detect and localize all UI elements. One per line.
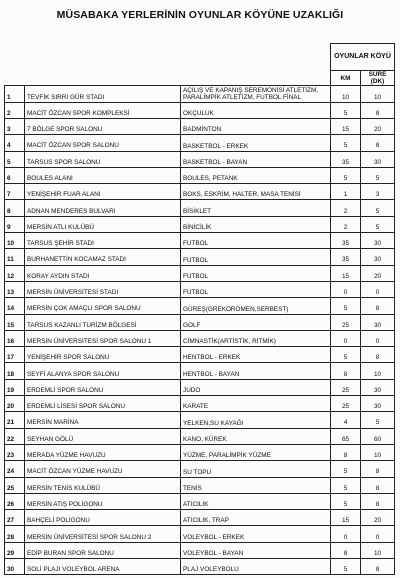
venue-cell: SOLİ PLAJI VOLEYBOL ARENA: [25, 559, 181, 575]
km-cell: 1: [331, 184, 361, 200]
km-cell: 5: [331, 298, 361, 314]
events-cell: YELKEN,SU KAYAĞI: [181, 412, 331, 428]
km-cell: 2: [331, 200, 361, 216]
sure-cell: 8: [361, 347, 395, 363]
row-number: 1: [5, 86, 25, 102]
table-row: [5, 444, 395, 460]
km-cell: 5: [331, 167, 361, 183]
row-number: 11: [5, 249, 25, 265]
km-cell: 35: [331, 249, 361, 265]
km-cell: 5: [331, 102, 361, 118]
venue-cell: BURHANETTİN KOCAMAZ STADI: [25, 249, 181, 265]
venue-cell: TARSUS ŞEHİR STADI: [25, 233, 181, 249]
row-number: 14: [5, 298, 25, 314]
events-cell: BOKS, ESKRİM, HALTER, MASA TENİSİ: [181, 184, 331, 200]
venue-cell: MERSİN TENİS KULÜBÜ: [25, 477, 181, 493]
events-cell: SU TOPU: [181, 461, 331, 477]
venue-cell: TARSUS SPOR SALONU: [25, 151, 181, 167]
table-row: [5, 412, 395, 428]
sure-cell: 8: [361, 102, 395, 118]
table-row: [5, 233, 395, 249]
table-body: [5, 86, 395, 575]
venue-cell: MACİT ÖZCAN SPOR KOMPLEKSİ: [25, 102, 181, 118]
sure-cell: 8: [361, 477, 395, 493]
table-row: [5, 281, 395, 297]
sure-cell: 0: [361, 281, 395, 297]
events-cell: HENTBOL - ERKEK: [181, 347, 331, 363]
sure-cell: 8: [361, 461, 395, 477]
sure-cell: 30: [361, 151, 395, 167]
km-cell: 2: [331, 216, 361, 232]
row-number: 24: [5, 461, 25, 477]
sure-cell: 20: [361, 265, 395, 281]
km-cell: 25: [331, 396, 361, 412]
venue-cell: YENİŞEHİR FUAR ALANI: [25, 184, 181, 200]
events-cell: OKÇULUK: [181, 102, 331, 118]
events-cell: CİMNASTİK(ARTİSTİK, RİTMİK): [181, 330, 331, 346]
km-cell: 35: [331, 151, 361, 167]
events-cell: KARATE: [181, 396, 331, 412]
km-cell: 5: [331, 347, 361, 363]
table-row: [5, 363, 395, 379]
venue-cell: BOULES ALANI: [25, 167, 181, 183]
sure-cell: 30: [361, 249, 395, 265]
row-number: 7: [5, 184, 25, 200]
venue-cell: TARSUS KAZANLI TURİZM BÖLGESİ: [25, 314, 181, 330]
km-cell: 15: [331, 119, 361, 135]
table-row: [5, 216, 395, 232]
venue-cell: SEYFİ ALANYA SPOR SALONU: [25, 363, 181, 379]
events-cell: BASKETBOL - ERKEK: [181, 135, 331, 151]
venue-cell: ERDEMLİ LİSESİ SPOR SALONU: [25, 396, 181, 412]
km-cell: 0: [331, 281, 361, 297]
table-row: [5, 379, 395, 395]
row-number: 28: [5, 526, 25, 542]
venue-cell: MERSİN ÇOK AMAÇLI SPOR SALONU: [25, 298, 181, 314]
venue-cell: MACİT ÖZCAN YÜZME HAVUZU: [25, 461, 181, 477]
sure-cell: 5: [361, 200, 395, 216]
table-row: [5, 298, 395, 314]
row-number: 16: [5, 330, 25, 346]
row-number: 29: [5, 542, 25, 558]
sure-cell: 10: [361, 363, 395, 379]
row-number: 4: [5, 135, 25, 151]
km-cell: 0: [331, 330, 361, 346]
venue-cell: MERSİN ÜNİVERSİTESİ STADI: [25, 281, 181, 297]
events-cell: FUTBOL: [181, 233, 331, 249]
row-number: 2: [5, 102, 25, 118]
row-number: 17: [5, 347, 25, 363]
km-cell: 5: [331, 461, 361, 477]
events-cell: GÜREŞ(GREKOROMEN,SERBEST): [181, 298, 331, 314]
table-row: [5, 265, 395, 281]
events-cell: BADMİNTON: [181, 119, 331, 135]
km-cell: 15: [331, 265, 361, 281]
row-number: 25: [5, 477, 25, 493]
sure-cell: 5: [361, 412, 395, 428]
venue-cell: MERSİN ATLI KULÜBÜ: [25, 216, 181, 232]
sure-cell: 8: [361, 135, 395, 151]
table-row: [5, 396, 395, 412]
row-number: 10: [5, 233, 25, 249]
header-oyunlar-koyu: OYUNLAR KÖYÜ: [331, 44, 395, 71]
venue-cell: ERDEMLİ SPOR SALONU: [25, 379, 181, 395]
table-row: [5, 151, 395, 167]
venue-cell: MERSİN ATIŞ POLİGONU: [25, 493, 181, 509]
sure-cell: 30: [361, 314, 395, 330]
venue-cell: TEVFİK SIRRI GÜR STADI: [25, 86, 181, 102]
events-cell: TENİS: [181, 477, 331, 493]
sure-cell: 8: [361, 493, 395, 509]
row-number: 26: [5, 493, 25, 509]
km-cell: 8: [331, 444, 361, 460]
table-row: [5, 477, 395, 493]
venue-cell: MERADA YÜZME HAVUZU: [25, 444, 181, 460]
table-row: [5, 167, 395, 183]
sure-cell: 60: [361, 428, 395, 444]
events-cell: KANO, KÜREK: [181, 428, 331, 444]
km-cell: 8: [331, 363, 361, 379]
row-number: 30: [5, 559, 25, 575]
events-cell: VOLEYBOL - ERKEK: [181, 526, 331, 542]
sure-cell: 5: [361, 216, 395, 232]
table-row: [5, 347, 395, 363]
row-number: 22: [5, 428, 25, 444]
events-cell: BİSİKLET: [181, 200, 331, 216]
sure-cell: 20: [361, 510, 395, 526]
table-row: [5, 119, 395, 135]
sure-cell: 20: [361, 119, 395, 135]
venue-cell: EDİP BURAN SPOR SALONU: [25, 542, 181, 558]
row-number: 6: [5, 167, 25, 183]
events-cell: JUDO: [181, 379, 331, 395]
sure-cell: 0: [361, 330, 395, 346]
row-number: 3: [5, 119, 25, 135]
sure-cell: 10: [361, 542, 395, 558]
table-row: [5, 135, 395, 151]
table-row: [5, 510, 395, 526]
km-cell: 8: [331, 542, 361, 558]
sure-cell: 10: [361, 444, 395, 460]
table-row: [5, 102, 395, 118]
header-sure: SÜRE (DK): [361, 71, 395, 86]
sure-cell: 5: [361, 167, 395, 183]
table-row: [5, 461, 395, 477]
venue-cell: YENİŞEHİR SPOR SALONU: [25, 347, 181, 363]
events-cell: GOLF: [181, 314, 331, 330]
row-number: 13: [5, 281, 25, 297]
row-number: 12: [5, 265, 25, 281]
venue-cell: MERSİN MARİNA: [25, 412, 181, 428]
km-cell: 25: [331, 379, 361, 395]
table-row: [5, 428, 395, 444]
sure-cell: 10: [361, 86, 395, 102]
km-cell: 0: [331, 526, 361, 542]
km-cell: 25: [331, 314, 361, 330]
venue-cell: MERSİN ÜNİVERSİTESİ SPOR SALONU 1: [25, 330, 181, 346]
sure-cell: 8: [361, 559, 395, 575]
venue-cell: KORAY AYDIN STADI: [25, 265, 181, 281]
km-cell: 4: [331, 412, 361, 428]
row-number: 23: [5, 444, 25, 460]
table-row: [5, 542, 395, 558]
distance-table: [4, 43, 395, 575]
venue-cell: 7 BÖLGE SPOR SALONU: [25, 119, 181, 135]
venue-cell: BAHÇELİ POLİGONU: [25, 510, 181, 526]
table-row: [5, 86, 395, 102]
table-row: [5, 184, 395, 200]
km-cell: 10: [331, 86, 361, 102]
km-cell: 65: [331, 428, 361, 444]
row-number: 20: [5, 396, 25, 412]
km-cell: 5: [331, 559, 361, 575]
events-cell: ATICILIK, TRAP: [181, 510, 331, 526]
events-cell: VOLEYBOL - BAYAN: [181, 542, 331, 558]
table-row: [5, 249, 395, 265]
km-cell: 35: [331, 233, 361, 249]
row-number: 8: [5, 200, 25, 216]
table-row: [5, 200, 395, 216]
row-number: 9: [5, 216, 25, 232]
table-row: [5, 330, 395, 346]
events-cell: HENTBOL - BAYAN: [181, 363, 331, 379]
venue-cell: ADNAN MENDERES BULVARI: [25, 200, 181, 216]
km-cell: 5: [331, 135, 361, 151]
sure-cell: 0: [361, 526, 395, 542]
venue-cell: SEYHAN GÖLÜ: [25, 428, 181, 444]
events-cell: ATICILIK: [181, 493, 331, 509]
document-title: MÜSABAKA YERLERİNİN OYUNLAR KÖYÜNE UZAKLIĞI: [56, 9, 344, 21]
row-number: 5: [5, 151, 25, 167]
row-number: 19: [5, 379, 25, 395]
events-cell: BASKETBOL - BAYAN: [181, 151, 331, 167]
events-cell: PLAJ VOLEYBOLU: [181, 559, 331, 575]
km-cell: 5: [331, 477, 361, 493]
sure-cell: 8: [361, 298, 395, 314]
events-cell: BOULES, PETANK: [181, 167, 331, 183]
table-row: [5, 314, 395, 330]
events-cell: FUTBOL: [181, 281, 331, 297]
sure-cell: 30: [361, 396, 395, 412]
events-cell: FUTBOL: [181, 249, 331, 265]
row-number: 27: [5, 510, 25, 526]
row-number: 15: [5, 314, 25, 330]
table-row: [5, 559, 395, 575]
sure-cell: 30: [361, 233, 395, 249]
events-cell: FUTBOL: [181, 265, 331, 281]
km-cell: 5: [331, 493, 361, 509]
venue-cell: MACİT ÖZCAN SPOR SALONU: [25, 135, 181, 151]
events-cell: YÜZME, PARALİMPİK YÜZME: [181, 444, 331, 460]
sure-cell: 3: [361, 184, 395, 200]
table-row: [5, 526, 395, 542]
header-km: KM: [331, 71, 361, 86]
sure-cell: 30: [361, 379, 395, 395]
km-cell: 15: [331, 510, 361, 526]
events-cell: AÇILIŞ VE KAPANIŞ SEREMONİSİ ATLETİZM, PARALİMPİK ATLETİZM, FUTBOL FİNAL: [181, 86, 331, 102]
row-number: 21: [5, 412, 25, 428]
venue-cell: MERSİN ÜNİVERSİTESİ SPOR SALONU 2: [25, 526, 181, 542]
row-number: 18: [5, 363, 25, 379]
events-cell: BİNİCİLİK: [181, 216, 331, 232]
table-row: [5, 493, 395, 509]
